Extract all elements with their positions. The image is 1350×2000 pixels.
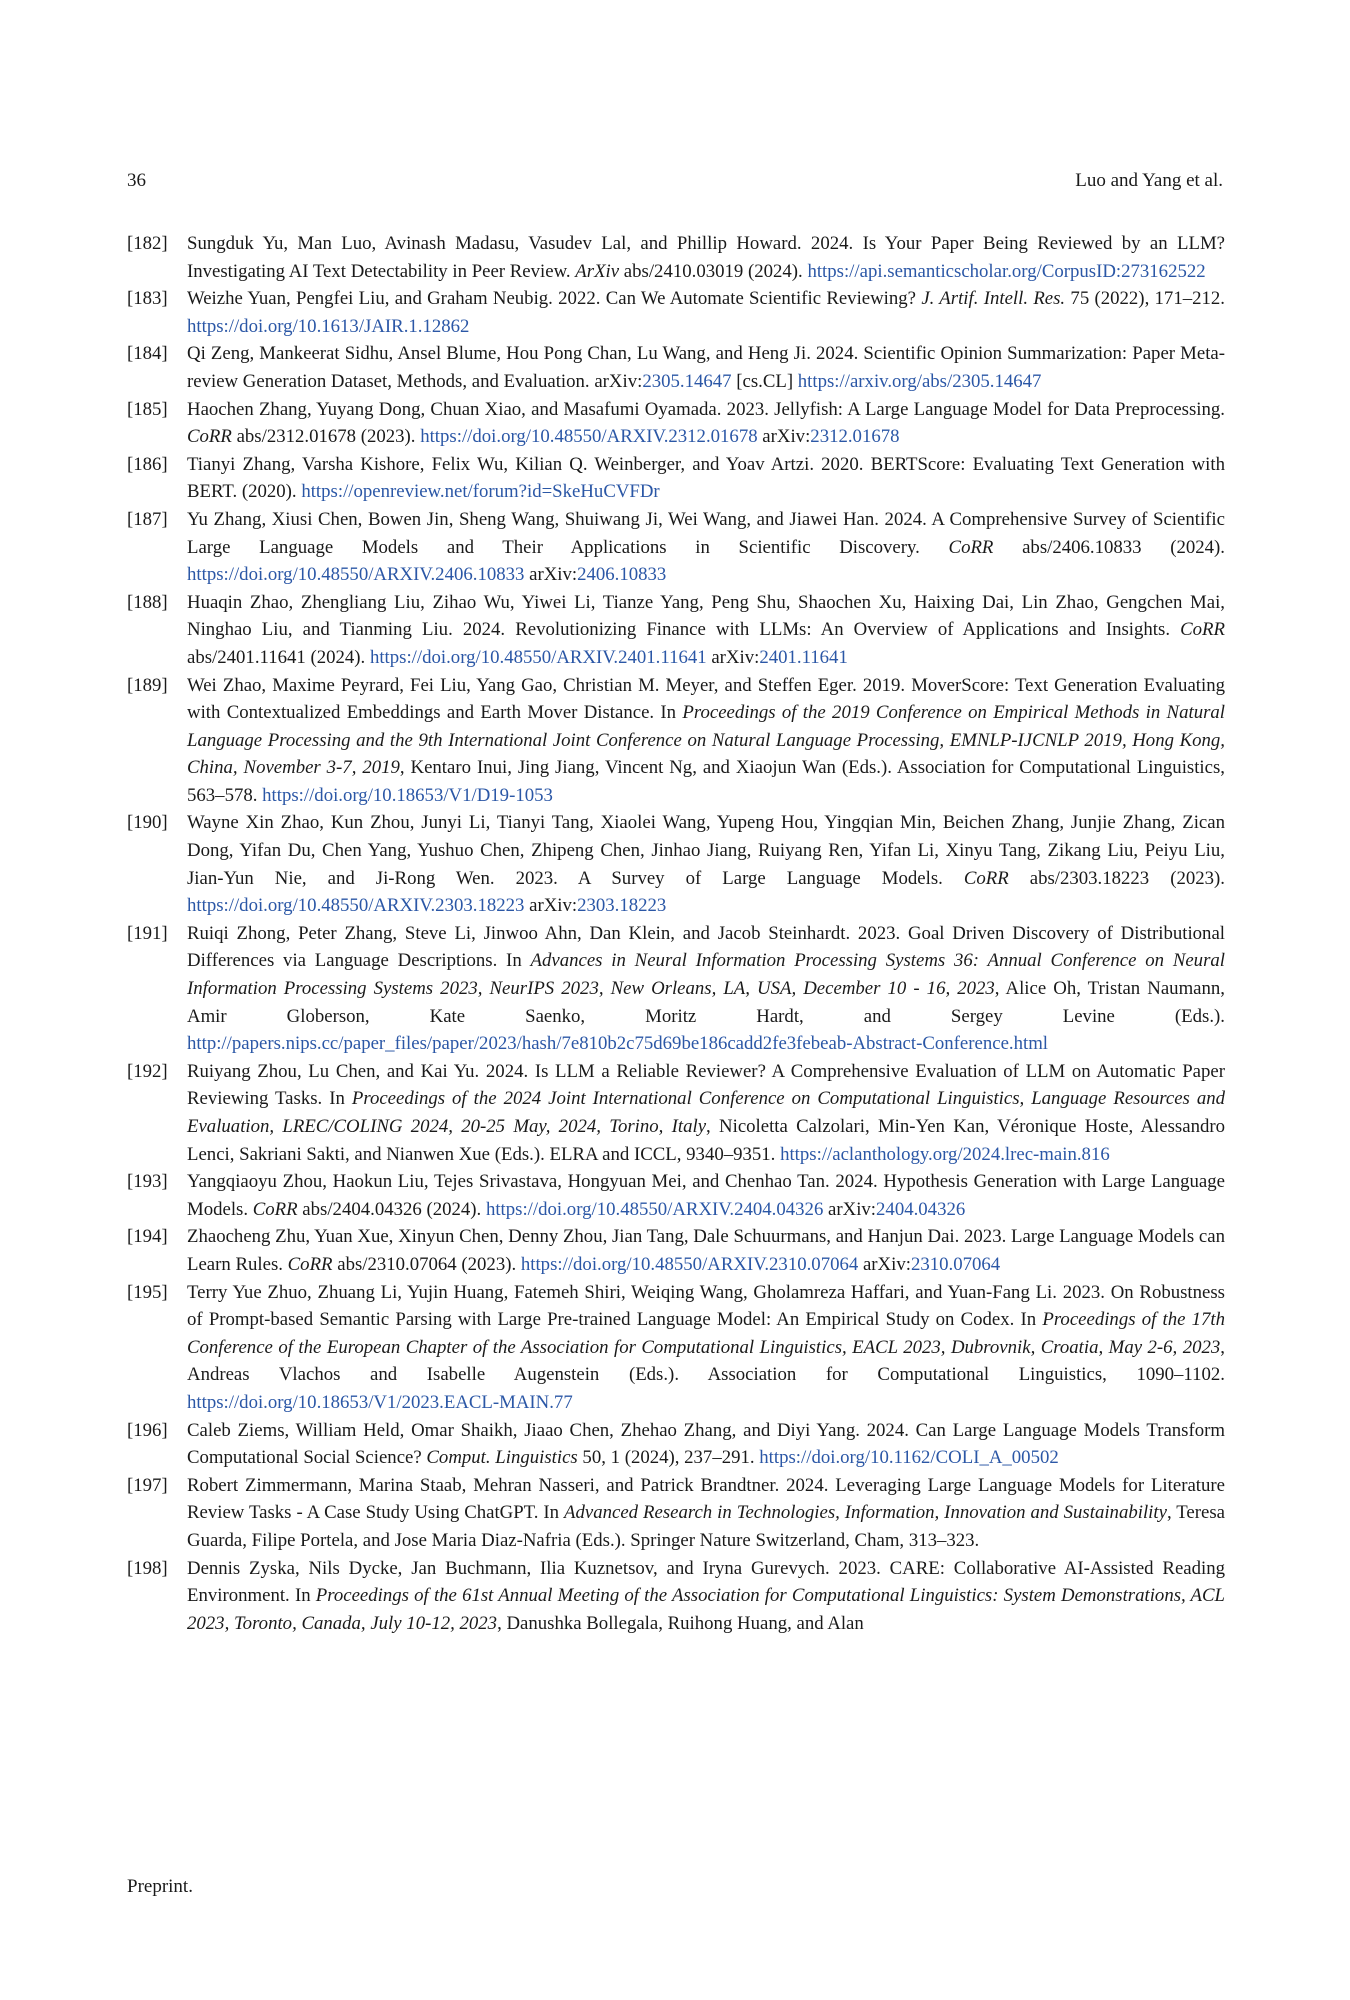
page-header xyxy=(127,170,1223,196)
reference-link[interactable]: https://api.semanticscholar.org/CorpusID:273162522 xyxy=(807,260,1206,282)
reference-text: Yu Zhang, Xiusi Chen, Bowen Jin, Sheng Wang, Shuiwang Ji, Wei Wang, and Jiawei Han. 2024. A Comprehensive Survey of Scientific Large Language Models and Their Applications in Scientific Discovery. xyxy=(187,508,1225,558)
reference-venue: Advances in Neural Information Processing Systems 36: Annual Conference on Neural Information Processing Systems 2023, NeurIPS 2023, New Orleans, LA, USA, December 10 - 16, 2023 xyxy=(187,950,1225,1000)
reference-text: Wei Zhao, Maxime Peyrard, Fei Liu, Yang Gao, Christian M. Meyer, and Steffen Eger. 2019. MoverScore: Text Generation Evaluating with Contextualized Embeddings and Earth Mover Distance. In xyxy=(187,674,1225,724)
reference-text: , Nicoletta Calzolari, Min-Yen Kan, Véronique Hoste, Alessandro Lenci, Sakriani Sakti, and Nianwen Xue (Eds.). ELRA and ICCL, 9340–9351. xyxy=(187,1116,1225,1165)
reference-entry xyxy=(127,1279,1225,1417)
reference-entry xyxy=(127,230,1225,285)
reference-link[interactable]: https://doi.org/10.48550/ARXIV.2312.01678 xyxy=(420,426,758,448)
reference-entry xyxy=(127,1417,1225,1472)
reference-number: [198] xyxy=(127,1557,168,1579)
reference-venue: CoRR xyxy=(1180,619,1225,641)
reference-text: abs/2404.04326 (2024). xyxy=(297,1198,486,1220)
reference-link[interactable]: 2406.10833 xyxy=(577,564,667,586)
reference-text: 75 (2022), 171–212. xyxy=(1065,288,1225,310)
reference-venue: ArXiv xyxy=(575,260,620,282)
reference-link[interactable]: https://arxiv.org/abs/2305.14647 xyxy=(797,370,1042,392)
reference-link[interactable]: https://doi.org/10.48550/ARXIV.2406.10833 xyxy=(187,564,525,586)
reference-text: abs/2303.18223 (2023). xyxy=(1008,867,1225,889)
reference-number: [197] xyxy=(127,1474,168,1496)
reference-number: [193] xyxy=(127,1171,168,1193)
reference-text: abs/2406.10833 (2024). xyxy=(993,536,1226,558)
reference-venue: CoRR xyxy=(187,426,232,448)
reference-text: arXiv: xyxy=(757,426,811,448)
reference-number: [182] xyxy=(127,233,168,254)
reference-text: Haochen Zhang, Yuyang Dong, Chuan Xiao, and Masafumi Oyamada. 2023. Jellyfish: A Large Language Model for Data Preprocessing. xyxy=(187,398,1225,420)
reference-link[interactable]: 2401.11641 xyxy=(759,646,848,668)
reference-text: Caleb Ziems, William Held, Omar Shaikh, Jiaao Chen, Zhehao Zhang, and Diyi Yang. 2024. Can Large Language Models Transform Computational Social Science? xyxy=(187,1419,1225,1469)
reference-number: [187] xyxy=(127,508,168,530)
page-number: 36 xyxy=(127,170,146,191)
reference-link[interactable]: https://openreview.net/forum?id=SkeHuCVFDr xyxy=(301,481,660,503)
reference-text: Zhaocheng Zhu, Yuan Xue, Xinyun Chen, Denny Zhou, Jian Tang, Dale Schuurmans, and Hanjun Dai. 2023. Large Language Models can Learn Rules. xyxy=(187,1226,1225,1275)
reference-text: , Teresa Guarda, Filipe Portela, and Jose Maria Diaz-Nafria (Eds.). Springer Nature Switzerland, Cham, 313–323. xyxy=(187,1502,1225,1551)
reference-venue: CoRR xyxy=(252,1198,298,1220)
reference-text: , Danushka Bollegala, Ruihong Huang, and Alan xyxy=(497,1612,864,1634)
reference-link[interactable]: https://doi.org/10.18653/V1/D19-1053 xyxy=(262,784,553,806)
reference-text: Dennis Zyska, Nils Dycke, Jan Buchmann, Ilia Kuznetsov, and Iryna Gurevych. 2023. CARE: Collaborative AI-Assisted Reading Environment. In xyxy=(187,1557,1225,1607)
reference-text: , Andreas Vlachos and Isabelle Augenstein (Eds.). Association for Computational Linguistics, 1090–1102. xyxy=(187,1336,1225,1386)
reference-link[interactable]: 2305.14647 xyxy=(642,370,732,392)
reference-link[interactable]: https://doi.org/10.48550/ARXIV.2310.07064 xyxy=(520,1253,859,1275)
reference-number: [190] xyxy=(127,812,168,834)
reference-venue: Proceedings of the 2024 Joint International Conference on Computational Linguistics, Language Resources and Evaluation, LREC/COLING 2024, 20-25 May, 2024, Torino, Italy xyxy=(187,1088,1225,1137)
reference-entry xyxy=(127,506,1225,589)
reference-text: [cs.CL] xyxy=(731,370,798,392)
reference-number: [186] xyxy=(127,453,168,475)
reference-text: Qi Zeng, Mankeerat Sidhu, Ansel Blume, Hou Pong Chan, Lu Wang, and Heng Ji. 2024. Scientific Opinion Summarization: Paper Meta-review Generation Dataset, Methods, and Evaluation. arXiv: xyxy=(187,343,1225,392)
reference-link[interactable]: https://doi.org/10.48550/ARXIV.2401.11641 xyxy=(369,646,707,668)
reference-entry xyxy=(127,340,1225,395)
reference-number: [195] xyxy=(127,1281,168,1303)
reference-text: abs/2410.03019 (2024). xyxy=(619,260,808,282)
reference-link[interactable]: https://doi.org/10.48550/ARXIV.2303.18223 xyxy=(187,895,525,917)
reference-text: , Alice Oh, Tristan Naumann, Amir Globerson, Kate Saenko, Moritz Hardt, and Sergey Levine (Eds.). xyxy=(187,978,1225,1027)
reference-text: 50, 1 (2024), 237–291. xyxy=(577,1447,760,1469)
reference-entry xyxy=(127,396,1225,451)
reference-entry xyxy=(127,1472,1225,1555)
reference-text: abs/2310.07064 (2023). xyxy=(332,1253,521,1275)
reference-text: , Kentaro Inui, Jing Jiang, Vincent Ng, and Xiaojun Wan (Eds.). Association for Computational Linguistics, 563–578. xyxy=(187,757,1225,806)
reference-number: [189] xyxy=(127,674,168,696)
reference-text: Ruiqi Zhong, Peter Zhang, Steve Li, Jinwoo Ahn, Dan Klein, and Jacob Steinhardt. 2023. Goal Driven Discovery of Distributional Differences via Language Descriptions. In xyxy=(187,922,1225,972)
reference-link[interactable]: https://aclanthology.org/2024.lrec-main.816 xyxy=(780,1143,1110,1165)
reference-number: [192] xyxy=(127,1060,168,1082)
reference-number: [194] xyxy=(127,1226,168,1248)
reference-venue: CoRR xyxy=(287,1253,333,1275)
reference-list xyxy=(127,230,1225,1637)
reference-venue: Advanced Research in Technologies, Information, Innovation and Sustainability xyxy=(564,1502,1167,1524)
running-title: Luo and Yang et al. xyxy=(1075,170,1223,191)
reference-entry xyxy=(127,451,1225,506)
reference-text: arXiv: xyxy=(524,564,578,586)
reference-entry xyxy=(127,1058,1225,1168)
reference-text: Tianyi Zhang, Varsha Kishore, Felix Wu, Kilian Q. Weinberger, and Yoav Artzi. 2020. BERTScore: Evaluating Text Generation with BERT. (2020). xyxy=(187,453,1225,503)
reference-text: Sungduk Yu, Man Luo, Avinash Madasu, Vasudev Lal, and Phillip Howard. 2024. Is Your Paper Being Reviewed by an LLM? Investigating AI Text Detectability in Peer Review. xyxy=(187,233,1225,282)
reference-entry xyxy=(127,1168,1225,1223)
reference-text: Terry Yue Zhuo, Zhuang Li, Yujin Huang, Fatemeh Shiri, Weiqing Wang, Gholamreza Haffari, and Yuan-Fang Li. 2023. On Robustness of Prompt-based Semantic Parsing with Large Pre-trained Language Model: An Empirical Study on Codex. In xyxy=(187,1281,1225,1331)
reference-entry xyxy=(127,809,1225,919)
reference-venue: Proceedings of the 17th Conference of the European Chapter of the Association for Computational Linguistics, EACL 2023, Dubrovnik, Croatia, May 2-6, 2023 xyxy=(187,1309,1225,1358)
page-footer: Preprint. xyxy=(127,1876,193,1897)
reference-venue: Comput. Linguistics xyxy=(426,1447,578,1469)
reference-venue: CoRR xyxy=(948,536,994,558)
reference-entry xyxy=(127,672,1225,810)
reference-number: [185] xyxy=(127,398,168,420)
reference-venue: J. Artif. Intell. Res. xyxy=(921,288,1066,310)
reference-entry xyxy=(127,1555,1225,1638)
reference-text: Robert Zimmermann, Marina Staab, Mehran Nasseri, and Patrick Brandtner. 2024. Leveraging Large Language Models for Literature Review Tasks - A Case Study Using ChatGPT. In xyxy=(187,1474,1225,1524)
reference-number: [196] xyxy=(127,1419,168,1441)
reference-text: Yangqiaoyu Zhou, Haokun Liu, Tejes Srivastava, Hongyuan Mei, and Chenhao Tan. 2024. Hypothesis Generation with Large Language Models. xyxy=(187,1171,1225,1220)
reference-link[interactable]: 2310.07064 xyxy=(910,1253,1001,1275)
reference-text: arXiv: xyxy=(706,646,760,668)
reference-link[interactable]: 2404.04326 xyxy=(876,1198,966,1220)
reference-text: arXiv: xyxy=(524,895,578,917)
reference-entry xyxy=(127,1223,1225,1278)
reference-link[interactable]: 2312.01678 xyxy=(810,426,900,448)
reference-text: abs/2312.01678 (2023). xyxy=(231,426,421,448)
reference-text: abs/2401.11641 (2024). xyxy=(187,646,370,668)
reference-link[interactable]: https://doi.org/10.48550/ARXIV.2404.04326 xyxy=(485,1198,824,1220)
reference-entry xyxy=(127,589,1225,672)
reference-text: Ruiyang Zhou, Lu Chen, and Kai Yu. 2024. Is LLM a Reliable Reviewer? A Comprehensive Evaluation of LLM on Automatic Paper Reviewing Tasks. In xyxy=(187,1060,1225,1110)
reference-text: Huaqin Zhao, Zhengliang Liu, Zihao Wu, Yiwei Li, Tianze Yang, Peng Shu, Shaochen Xu, Haixing Dai, Lin Zhao, Gengchen Mai, Ninghao Liu, and Tianming Liu. 2024. Revolutionizing Finance with LLMs: An Overview of Applications and Insights. xyxy=(187,591,1225,641)
reference-entry xyxy=(127,285,1225,340)
reference-text: arXiv: xyxy=(858,1253,911,1275)
reference-link[interactable]: https://doi.org/10.1162/COLI_A_00502 xyxy=(759,1447,1059,1469)
reference-number: [188] xyxy=(127,591,168,613)
reference-number: [191] xyxy=(127,922,168,944)
reference-number: [184] xyxy=(127,343,168,365)
reference-text: Weizhe Yuan, Pengfei Liu, and Graham Neubig. 2022. Can We Automate Scientific Reviewing? xyxy=(187,288,922,310)
reference-link[interactable]: https://doi.org/10.1613/JAIR.1.12862 xyxy=(187,315,470,337)
reference-venue: CoRR xyxy=(963,867,1009,889)
reference-venue: Proceedings of the 2019 Conference on Empirical Methods in Natural Language Processing and the 9th International Joint Conference on Natural Language Processing, EMNLP-IJCNLP 2019, Hong Kong, China, November 3-7, 2019 xyxy=(187,702,1225,779)
reference-text: arXiv: xyxy=(823,1198,877,1220)
reference-link[interactable]: http://papers.nips.cc/paper_files/paper/2023/hash/7e810b2c75d69be186cadd2fe3febeab-Abstract-Conference.html xyxy=(187,1033,1049,1055)
reference-link[interactable]: https://doi.org/10.18653/V1/2023.EACL-MAIN.77 xyxy=(187,1391,573,1413)
reference-venue: Proceedings of the 61st Annual Meeting of the Association for Computational Linguistics: System Demonstrations, ACL 2023, Toronto, Canada, July 10-12, 2023 xyxy=(187,1585,1226,1634)
reference-text: Wayne Xin Zhao, Kun Zhou, Junyi Li, Tianyi Tang, Xiaolei Wang, Yupeng Hou, Yingqian Min, Beichen Zhang, Junjie Zhang, Zican Dong, Yifan Du, Chen Yang, Yushuo Chen, Zhipeng Chen, Jinhao Jiang, Ruiyang Ren, Yifan Li, Xinyu Tang, Zikang Liu, Peiyu Liu, Jian-Yun Nie, and Ji-Rong Wen. 2023. A Survey of Large Language Models. xyxy=(187,812,1225,889)
reference-entry xyxy=(127,920,1225,1058)
reference-number: [183] xyxy=(127,288,168,310)
reference-link[interactable]: 2303.18223 xyxy=(577,895,667,917)
